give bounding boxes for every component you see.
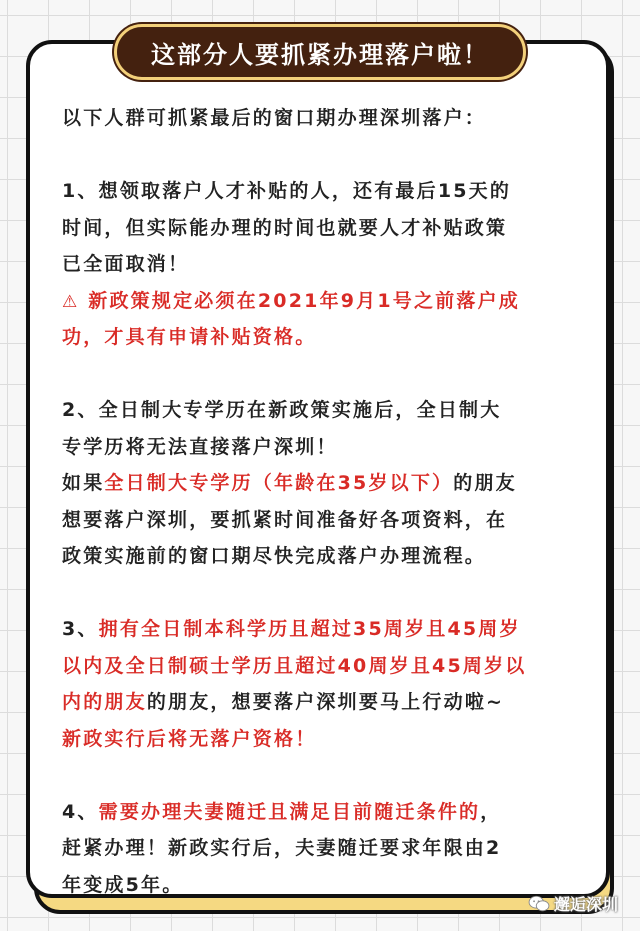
item3-line3 xyxy=(62,684,592,721)
item4-line1-post: ， xyxy=(480,800,502,823)
item1-line3: 已全面取消！ xyxy=(62,253,190,275)
item1-warning-line2: 功，才具有申请补贴资格。 xyxy=(62,326,317,348)
item3-line4: 新政实行后将无落户资格！ xyxy=(62,727,317,750)
watermark-text: 邂逅深圳 xyxy=(553,895,618,914)
intro-text: 以下人群可抓紧最后的窗口期办理深圳落户： xyxy=(62,107,487,129)
warning-icon: ⚠ xyxy=(62,291,80,312)
item3-number: 3、 xyxy=(62,618,99,640)
item3-highlight-2: 内的朋友 xyxy=(62,691,147,713)
item2-line2: 专学历将无法直接落户深圳！ xyxy=(62,435,338,458)
item1-warning-text: 新政策规定必须在2021年9月1号之前落户成 xyxy=(88,289,521,312)
item3-highlight-1: 拥有全日制本科学历且超过35周岁且45周岁 xyxy=(98,618,521,640)
watermark xyxy=(528,892,618,915)
item1-warning-line1 xyxy=(62,283,592,320)
item2-line3-pre: 如果 xyxy=(62,472,105,494)
item2-line4: 想要落户深圳，要抓紧时间准备好各项资料，在 xyxy=(62,508,508,531)
article-body xyxy=(62,100,592,903)
item1-line1: 1、想领取落户人才补贴的人，还有最后15天的 xyxy=(62,180,512,202)
wechat-icon xyxy=(528,895,550,913)
item2-highlight: 全日制大专学历（年龄在35岁以下） xyxy=(104,472,454,494)
item2-line1: 2、全日制大专学历在新政策实施后，全日制大 xyxy=(62,399,502,421)
item4-line2: 赶紧办理！新政实行后，夫妻随迁要求年限由2 xyxy=(62,837,502,859)
item3-line3-post: 的朋友，想要落户深圳要马上行动啦~ xyxy=(146,691,505,713)
title-banner xyxy=(114,24,526,80)
item3-line1 xyxy=(62,611,592,648)
item2-line3 xyxy=(62,465,592,502)
item2-line3-post: 的朋友 xyxy=(453,472,517,494)
item4-line3: 年变成5年。 xyxy=(62,873,184,896)
item1-line2: 时间，但实际能办理的时间也就要人才补贴政策 xyxy=(62,216,508,239)
item4-number: 4、 xyxy=(62,800,99,823)
item3-line2: 以内及全日制硕士学历且超过40周岁且45周岁以 xyxy=(62,654,527,677)
item4-line1 xyxy=(62,794,592,831)
page-title: 这部分人要抓紧办理落户啦！ xyxy=(151,40,489,69)
item4-highlight: 需要办理夫妻随迁且满足目前随迁条件的 xyxy=(98,800,481,823)
item2-line5: 政策实施前的窗口期尽快完成落户办理流程。 xyxy=(62,545,487,567)
